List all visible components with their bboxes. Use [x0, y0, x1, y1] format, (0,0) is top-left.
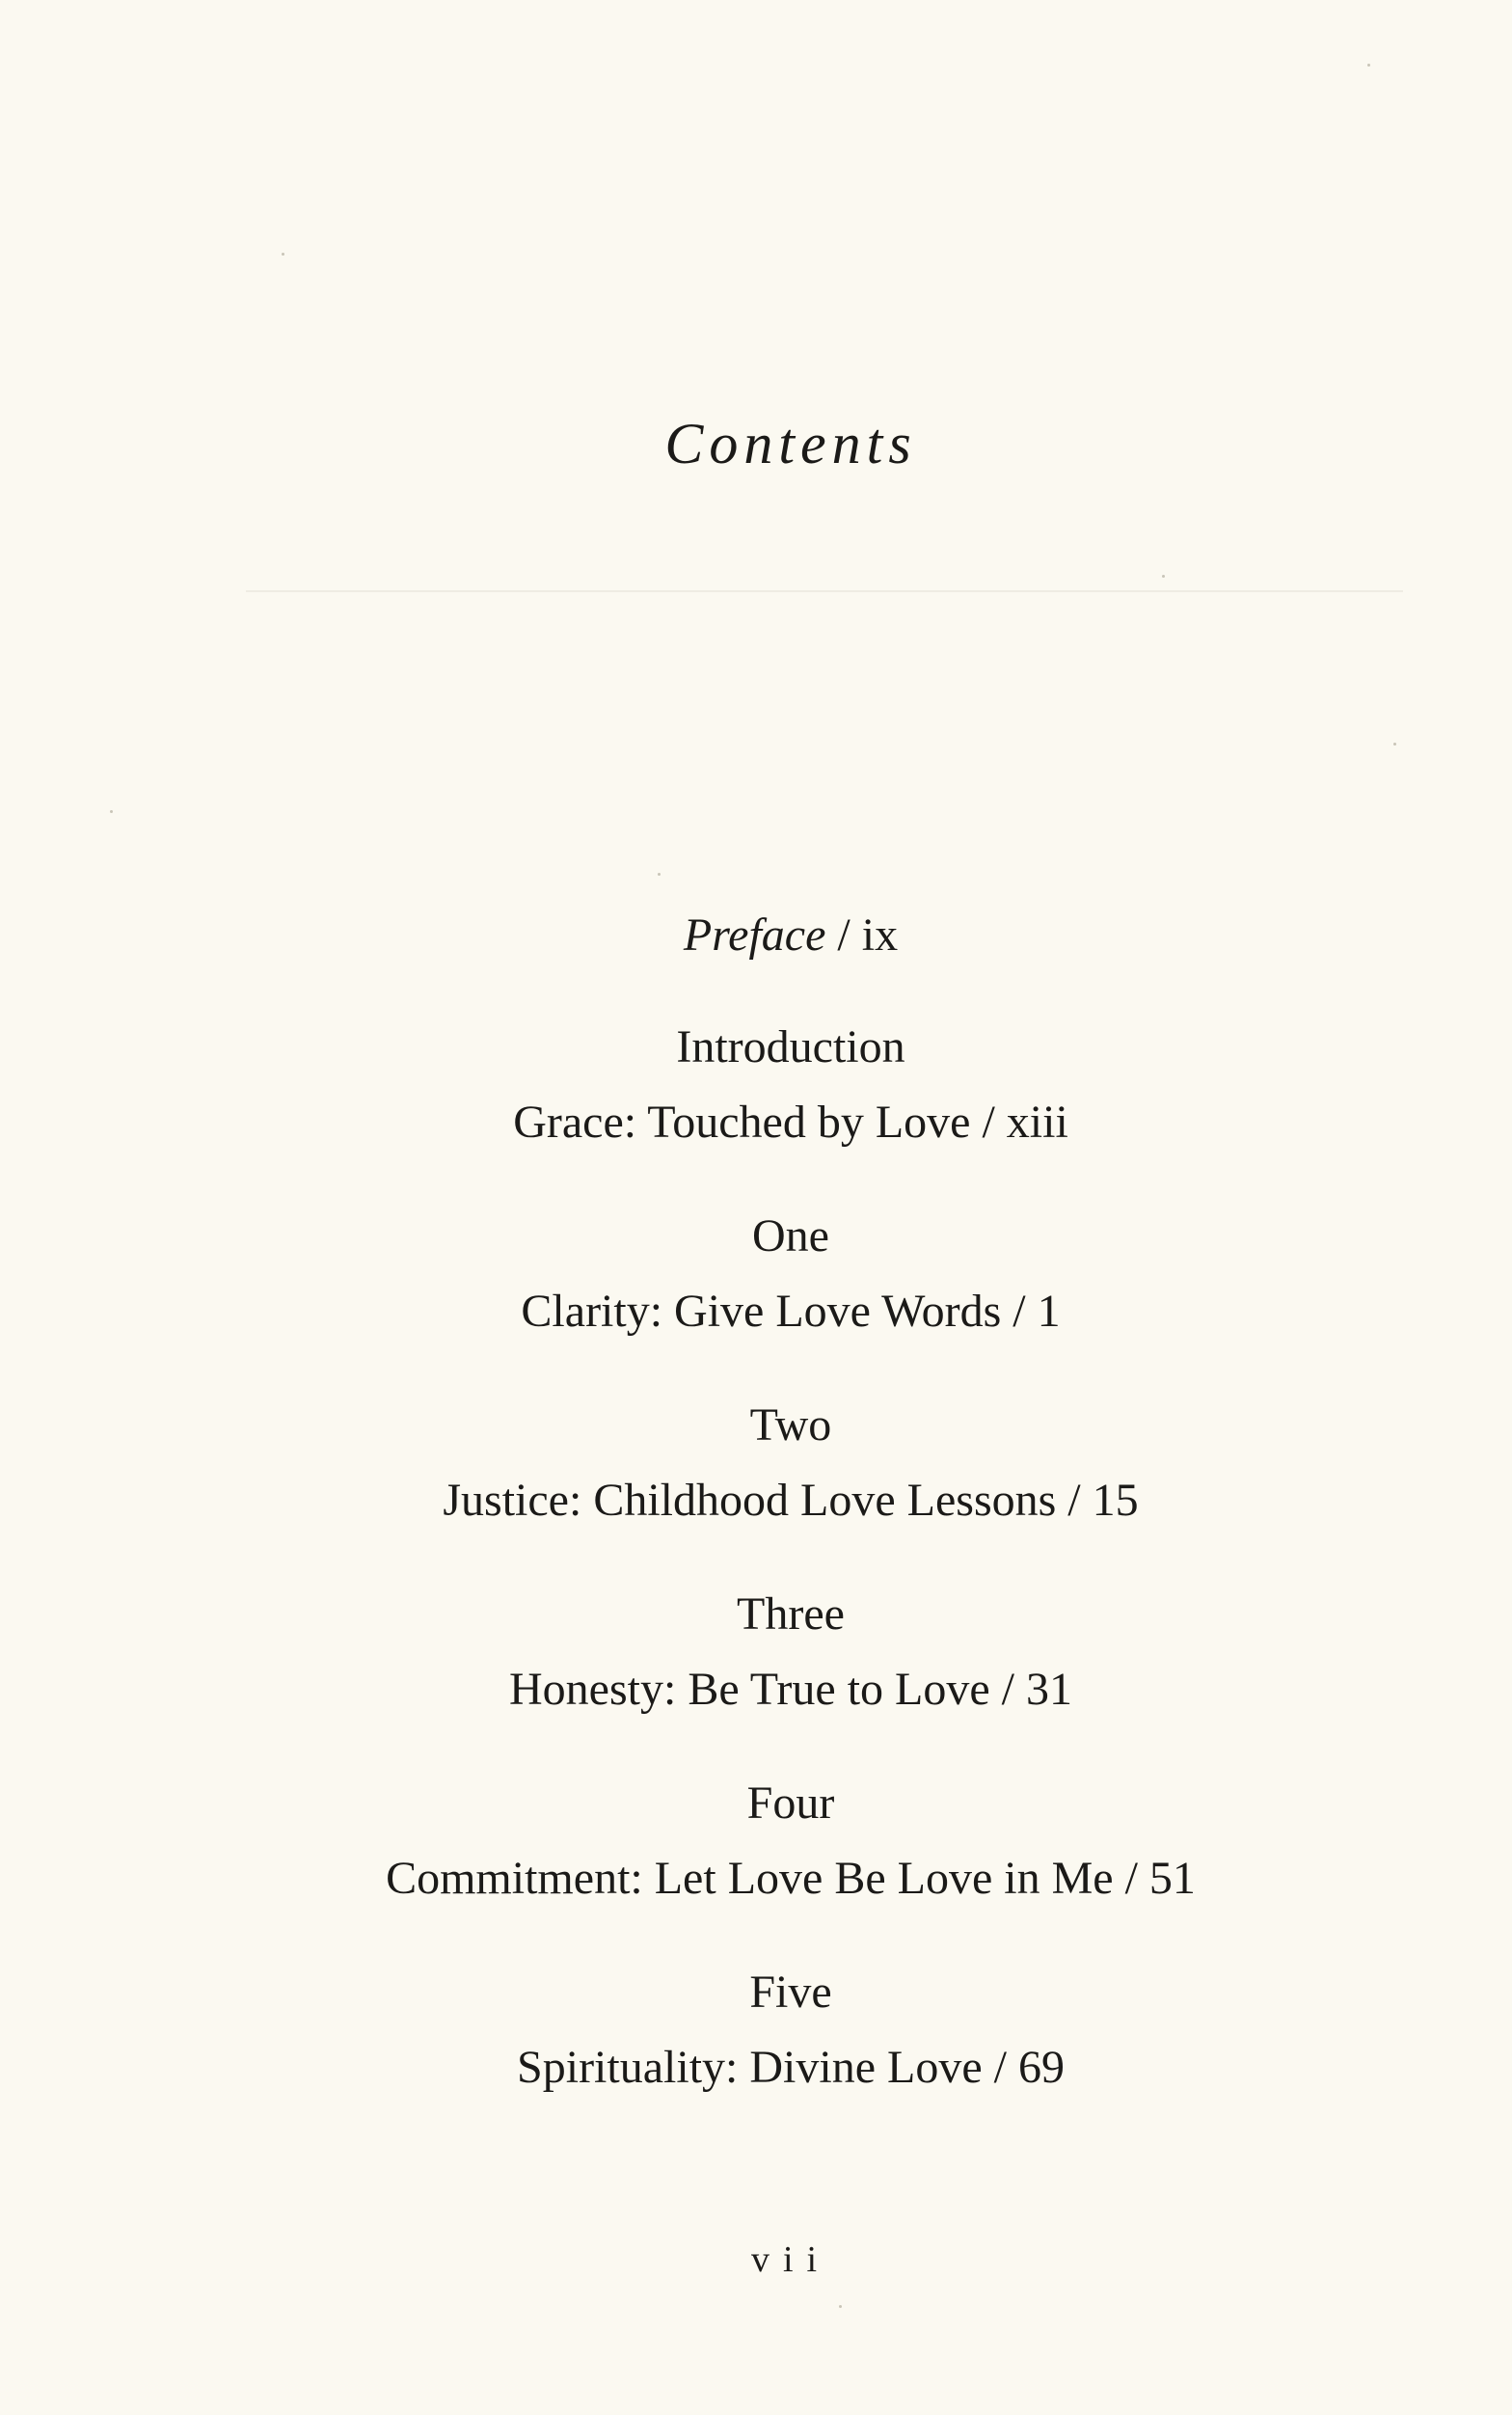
paper-speck [1162, 575, 1165, 578]
chapter-five-label: Five [749, 1967, 832, 2018]
preface-label: Preface [683, 909, 826, 961]
page-title: Contents [664, 412, 917, 475]
chapter-two-title: Justice: Childhood Love Lessons / 15 [443, 1475, 1139, 1526]
divider-rule [246, 590, 1403, 592]
paper-speck [110, 810, 113, 813]
chapter-three-label: Three [737, 1588, 845, 1640]
paper-speck [658, 873, 661, 876]
chapter-two-label: Two [749, 1399, 832, 1451]
chapter-one-title: Clarity: Give Love Words / 1 [521, 1286, 1061, 1337]
introduction-chapter: Grace: Touched by Love / xiii [513, 1097, 1068, 1148]
introduction-label: Introduction [676, 1021, 905, 1072]
chapter-three-title: Honesty: Be True to Love / 31 [509, 1664, 1072, 1715]
chapter-four-title: Commitment: Let Love Be Love in Me / 51 [386, 1853, 1196, 1904]
toc-entry-preface [0, 907, 1512, 964]
paper-speck [1393, 743, 1396, 746]
paper-speck [282, 253, 284, 256]
paper-speck [839, 2305, 842, 2308]
preface-page: / ix [825, 909, 899, 961]
chapter-four-label: Four [746, 1777, 835, 1829]
chapter-one-label: One [752, 1210, 829, 1262]
page-number: vii [750, 2239, 831, 2280]
paper-speck [1367, 64, 1370, 67]
chapter-five-title: Spirituality: Divine Love / 69 [517, 2042, 1065, 2093]
